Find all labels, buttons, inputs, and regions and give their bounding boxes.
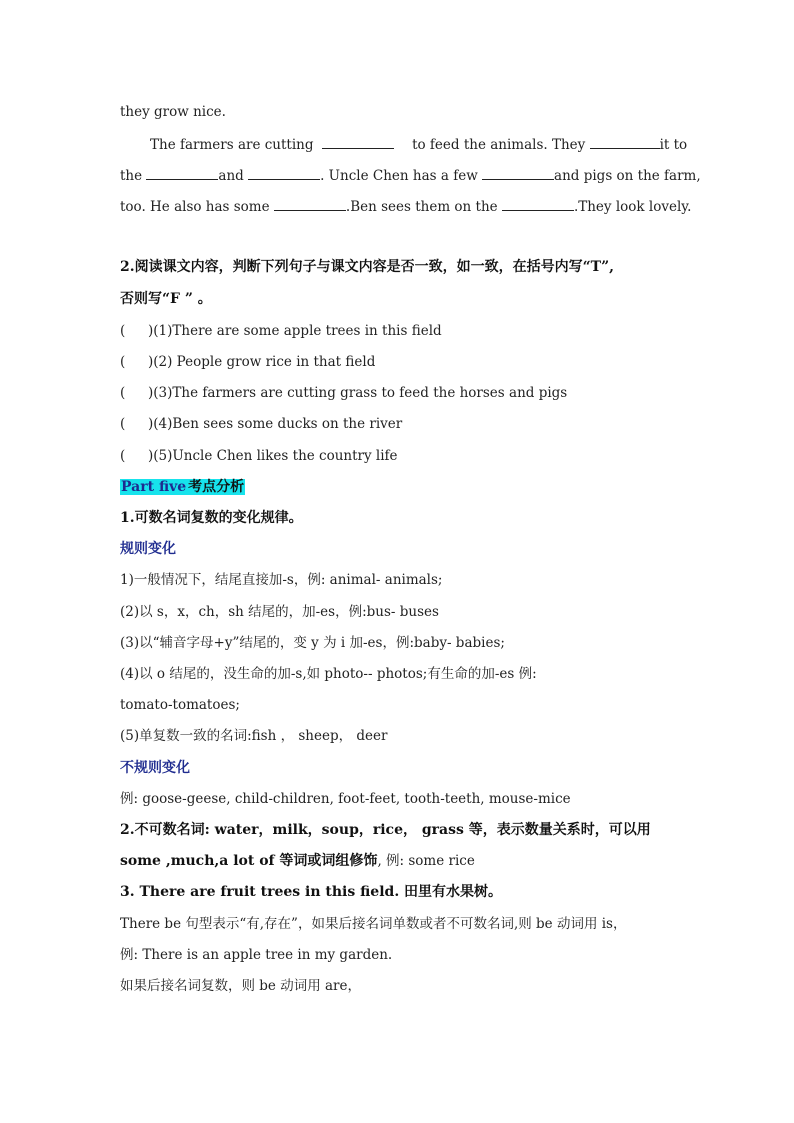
answer-bracket[interactable]: ( xyxy=(120,323,126,339)
passage-line-3 xyxy=(120,166,701,185)
q2-item xyxy=(120,447,398,465)
passage-text: too. He also has some xyxy=(120,199,274,215)
example-text: , 例: some rice xyxy=(377,853,475,869)
irregular-change-title: 不规则变化 xyxy=(120,760,190,776)
passage-text: .They look lovely. xyxy=(573,199,692,215)
there-be-example: 例: There is an apple tree in my garden. xyxy=(120,947,393,963)
section-heading: 3. There are fruit trees in this field. 田里有水果树。 xyxy=(120,884,503,900)
passage-line-2 xyxy=(150,135,687,154)
passage-line-1: they grow nice. xyxy=(120,104,226,120)
rule-3: (3)以“辅音字母+y”结尾的，变 y 为 i 加-es，例:baby- babies; xyxy=(120,635,505,651)
q2-item xyxy=(120,353,375,371)
fill-blank[interactable] xyxy=(502,197,574,211)
irregular-examples: 例: goose-geese, child-children, foot-feet, tooth-teeth, mouse-mice xyxy=(120,791,571,807)
section-heading: 1.可数名词复数的变化规律。 xyxy=(120,510,303,526)
q2-item-text: )(1)There are some apple trees in this field xyxy=(148,323,442,339)
rule-5: (5)单复数一致的名词:fish ， sheep， deer xyxy=(120,728,388,744)
q2-item-text: )(3)The farmers are cutting grass to feed the horses and pigs xyxy=(148,385,568,401)
q2-item xyxy=(120,384,567,402)
regular-change-title: 规则变化 xyxy=(120,541,176,557)
answer-bracket[interactable]: ( xyxy=(120,354,126,370)
q2-item xyxy=(120,322,442,340)
passage-text: . Uncle Chen has a few xyxy=(320,168,483,184)
passage-text: it to xyxy=(659,137,688,153)
part-five-label: Part five xyxy=(121,479,187,495)
rule-2: (2)以 s，x，ch，sh 结尾的，加-es，例:bus- buses xyxy=(120,604,439,620)
part-five-heading xyxy=(120,478,245,496)
passage-text: .Ben sees them on the xyxy=(345,199,502,215)
fill-blank[interactable] xyxy=(146,166,218,180)
modifier-words: some ,much,a lot of 等词或词组修饰 xyxy=(120,853,378,869)
section-heading: 2.不可数名词: water，milk，soup，rice， grass 等，表示数量关系时，可以用 xyxy=(120,822,651,838)
passage-text: and pigs on the farm, xyxy=(554,168,701,184)
q2-item-text: )(4)Ben sees some ducks on the river xyxy=(148,416,403,432)
there-be-rule: There be 句型表示“有,存在”，如果后接名词单数或者不可数名词,则 be 动词用 is， xyxy=(120,916,627,932)
passage-line-4 xyxy=(120,197,691,216)
fill-blank[interactable] xyxy=(248,166,320,180)
q2-item-text: )(2) People grow rice in that field xyxy=(148,354,376,370)
rule-4-continued: tomato-tomatoes; xyxy=(120,697,240,713)
passage-text: to feed the animals. They xyxy=(412,137,590,153)
fill-blank[interactable] xyxy=(322,135,394,149)
passage-text: The farmers are cutting xyxy=(150,137,318,153)
fill-blank[interactable] xyxy=(482,166,554,180)
part-five-tag: 考点分析 xyxy=(188,479,245,495)
uncountable-note xyxy=(120,852,475,870)
fill-blank[interactable] xyxy=(590,135,660,149)
rule-1: 1)一般情况下，结尾直接加-s，例: animal- animals; xyxy=(120,572,443,588)
rule-4: (4)以 o 结尾的，没生命的加-s,如 photo-- photos;有生命的加-es 例: xyxy=(120,666,537,682)
there-be-plural-rule: 如果后接名词复数，则 be 动词用 are， xyxy=(120,978,361,994)
answer-bracket[interactable]: ( xyxy=(120,385,126,401)
passage-text: and xyxy=(218,168,249,184)
q2-item-text: )(5)Uncle Chen likes the country life xyxy=(148,448,398,464)
answer-bracket[interactable]: ( xyxy=(120,416,126,432)
q2-item xyxy=(120,415,402,433)
q2-title-line-2: 否则写“F ” 。 xyxy=(120,291,212,307)
passage-text: the xyxy=(120,168,147,184)
fill-blank[interactable] xyxy=(274,197,346,211)
q2-title-line-1: 2.阅读课文内容，判断下列句子与课文内容是否一致，如一致，在括号内写“T”, xyxy=(120,259,615,275)
answer-bracket[interactable]: ( xyxy=(120,448,126,464)
